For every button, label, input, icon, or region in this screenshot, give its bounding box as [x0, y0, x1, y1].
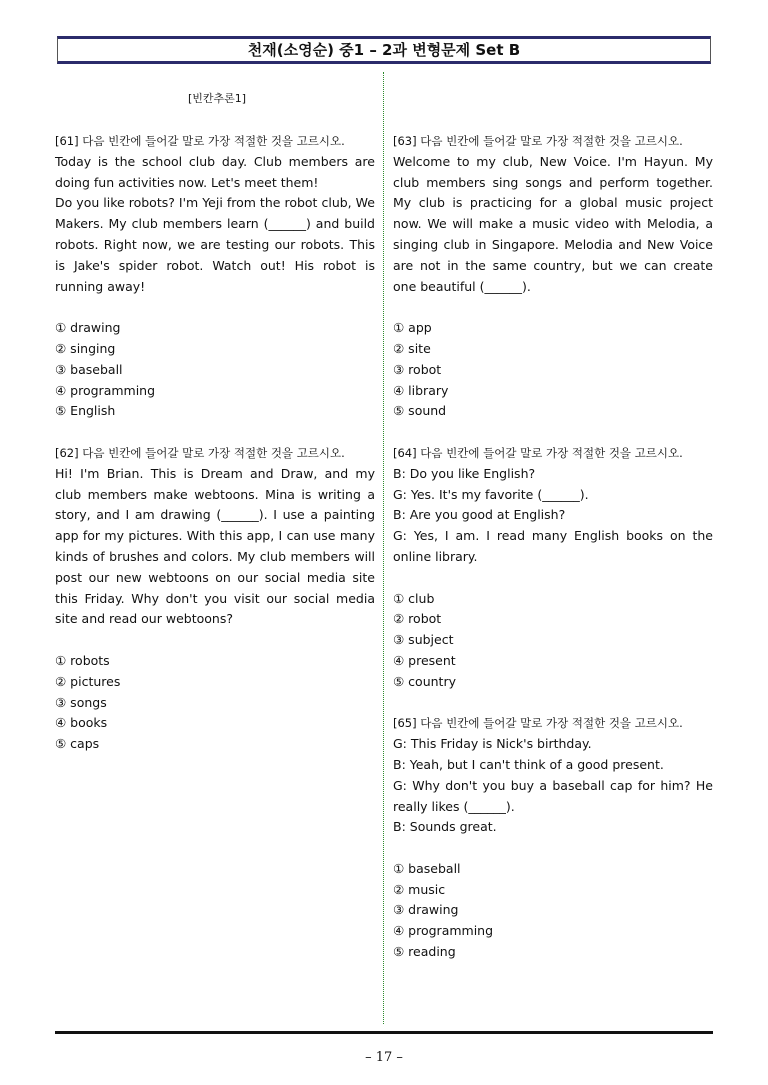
question-65 — [393, 713, 713, 963]
option: ① club — [393, 590, 435, 606]
option: ⑤ caps — [55, 736, 100, 752]
question-text: Do you like robots? I'm Yeji from the robot club, We Makers. My club members learn (______) and build robots. Right now, we are testing our robots. This is Jake's spider robot. Watch out! His robot is running away! — [55, 195, 375, 294]
dialogue-line: G: Yes, I am. I read many English books on the online library. — [393, 528, 713, 564]
question-62 — [55, 443, 375, 755]
question-text: Welcome to my club, New Voice. I'm Hayun. My club members sing songs and perform together. My club is practicing for a global music project now. We will make a music video with Melodia, a singing club in Singapore. Melodia and New Voice are not in the same country, but we can create one beautiful (______). — [393, 153, 713, 294]
page-title: 천재(소영순) 중1 – 2과 변형문제 Set B — [57, 36, 711, 64]
option: ③ baseball — [55, 361, 123, 377]
option: ⑤ reading — [393, 944, 456, 960]
option-list — [393, 859, 713, 963]
question-text: Hi! I'm Brian. This is Dream and Draw, and my club members make webtoons. Mina is writing a story, and I am drawing (______). I use a painting app for my pictures. With this app, I can use many kinds of brushes and colors. My club members will post our new webtoons on our social media site this Friday. Why don't you visit our social media site and read our webtoons? — [55, 465, 375, 627]
question-61 — [55, 131, 375, 422]
option: ① app — [393, 320, 432, 336]
footer-rule — [55, 1031, 713, 1034]
dialogue-line: B: Do you like English? — [393, 465, 536, 481]
option: ④ books — [55, 715, 108, 731]
question-head: [65] 다음 빈칸에 들어갈 말로 가장 적절한 것을 고르시오. — [393, 716, 683, 731]
dialogue-line: B: Yeah, but I can't think of a good present. — [393, 756, 664, 772]
left-column — [55, 131, 375, 776]
option-list — [393, 318, 713, 422]
question-64 — [393, 443, 713, 693]
option: ④ programming — [393, 923, 494, 939]
option-list — [55, 651, 375, 755]
option: ④ library — [393, 382, 449, 398]
option: ② pictures — [55, 673, 121, 689]
option: ⑤ English — [55, 403, 116, 419]
dialogue-line: G: Yes. It's my favorite (______). — [393, 486, 589, 502]
question-head: [63] 다음 빈칸에 들어갈 말로 가장 적절한 것을 고르시오. — [393, 134, 683, 148]
dialogue-line: B: Sounds great. — [393, 819, 497, 835]
column-divider — [383, 72, 384, 1024]
option: ⑤ sound — [393, 403, 447, 419]
option: ③ subject — [393, 632, 454, 648]
question-head: [62] 다음 빈칸에 들어갈 말로 가장 적절한 것을 고르시오. — [55, 445, 345, 460]
option: ④ present — [393, 652, 456, 668]
section-label: [빈칸추론1] — [188, 92, 247, 105]
question-head: [61] 다음 빈칸에 들어갈 말로 가장 적절한 것을 고르시오. — [55, 134, 345, 148]
option: ① drawing — [55, 320, 121, 336]
dialogue-line: B: Are you good at English? — [393, 507, 566, 523]
option: ① baseball — [393, 860, 461, 876]
option: ④ programming — [55, 382, 156, 398]
question-head: [64] 다음 빈칸에 들어갈 말로 가장 적절한 것을 고르시오. — [393, 445, 683, 460]
option-list — [55, 318, 375, 422]
dialogue-line: G: This Friday is Nick's birthday. — [393, 736, 592, 752]
option: ③ songs — [55, 694, 107, 710]
option: ③ drawing — [393, 902, 459, 918]
option: ② robot — [393, 611, 442, 627]
question-63 — [393, 131, 713, 422]
option: ① robots — [55, 652, 110, 668]
page-number: – 17 – — [365, 1050, 403, 1065]
option: ② singing — [55, 340, 116, 356]
option: ② music — [393, 881, 446, 897]
right-column — [393, 131, 713, 984]
option: ③ robot — [393, 361, 442, 377]
question-text: Today is the school club day. Club members are doing fun activities now. Let's meet them! — [55, 153, 375, 190]
option: ⑤ country — [393, 673, 456, 689]
dialogue-line: G: Why don't you buy a baseball cap for him? He really likes (______). — [393, 777, 713, 814]
option-list — [393, 589, 713, 693]
option: ② site — [393, 340, 431, 356]
